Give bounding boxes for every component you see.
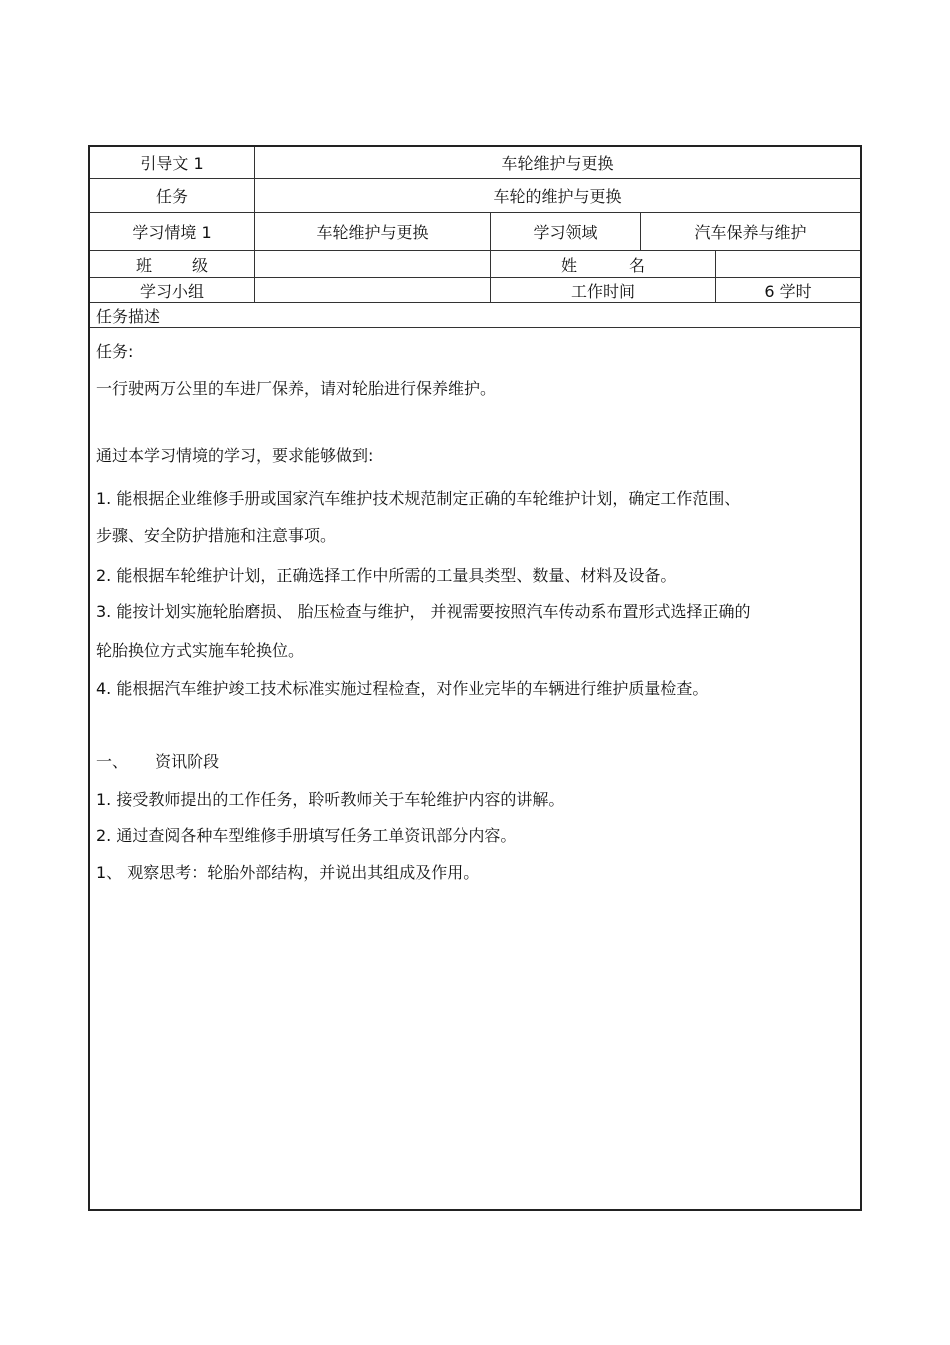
task-sheet [88, 145, 862, 1211]
name-value[interactable] [716, 251, 860, 277]
name-label-a: 姓 [560, 255, 577, 275]
info-phase-number: 一、 [96, 752, 129, 771]
name-label [491, 251, 715, 277]
info-phase-heading [96, 749, 219, 772]
row-divider [90, 302, 860, 303]
task-label: 任务 [155, 187, 188, 206]
class-label-b: 级 [192, 255, 209, 275]
info-item-2: 2. 通过查阅各种车型维修手册填写任务工单资讯部分内容。 [96, 826, 517, 845]
goal-3-line-2: 轮胎换位方式实施车轮换位。 [96, 641, 305, 660]
row-divider [90, 327, 860, 328]
info-phase-title: 资讯阶段 [155, 752, 220, 771]
class-label [90, 251, 254, 277]
guide-label: 引导文 1 [140, 154, 204, 173]
goal-2: 2. 能根据车轮维护计划，正确选择工作中所需的工量具类型、数量、材料及设备。 [96, 566, 677, 585]
group-value[interactable] [255, 278, 490, 302]
info-item-1: 1. 接受教师提出的工作任务，聆听教师关于车轮维护内容的讲解。 [96, 790, 565, 809]
info-item-3: 1、 观察思考：轮胎外部结构，并说出其组成及作用。 [96, 863, 480, 882]
worktime-label: 工作时间 [570, 281, 635, 301]
name-label-b: 名 [629, 255, 646, 275]
situation-value: 车轮维护与更换 [316, 223, 429, 242]
group-label: 学习小组 [139, 281, 204, 301]
goal-1-line-1: 1. 能根据企业维修手册或国家汽车维护技术规范制定正确的车轮维护计划，确定工作范围、 [96, 489, 741, 508]
task-value: 车轮的维护与更换 [493, 187, 622, 206]
goal-4: 4. 能根据汽车维护竣工技术标准实施过程检查，对作业完毕的车辆进行维护质量检查。 [96, 679, 709, 698]
class-label-a: 班 [135, 255, 152, 275]
description-section-label: 任务描述 [96, 306, 161, 326]
goals-intro: 通过本学习情境的学习，要求能够做到: [96, 446, 374, 465]
situation-label: 学习情境 1 [132, 223, 212, 242]
class-value[interactable] [255, 251, 490, 277]
worktime-value: 6 学时 [764, 281, 812, 301]
task-heading: 任务: [96, 342, 134, 361]
goal-1-line-2: 步骤、安全防护措施和注意事项。 [96, 526, 337, 545]
domain-label: 学习领域 [533, 223, 598, 242]
goal-3-line-1: 3. 能按计划实施轮胎磨损、 胎压检查与维护， 并视需要按照汽车传动系布置形式选择正确的 [96, 602, 751, 621]
task-text: 一行驶两万公里的车进厂保养，请对轮胎进行保养维护。 [96, 379, 497, 398]
guide-value: 车轮维护与更换 [501, 154, 614, 173]
domain-value: 汽车保养与维护 [694, 223, 807, 242]
